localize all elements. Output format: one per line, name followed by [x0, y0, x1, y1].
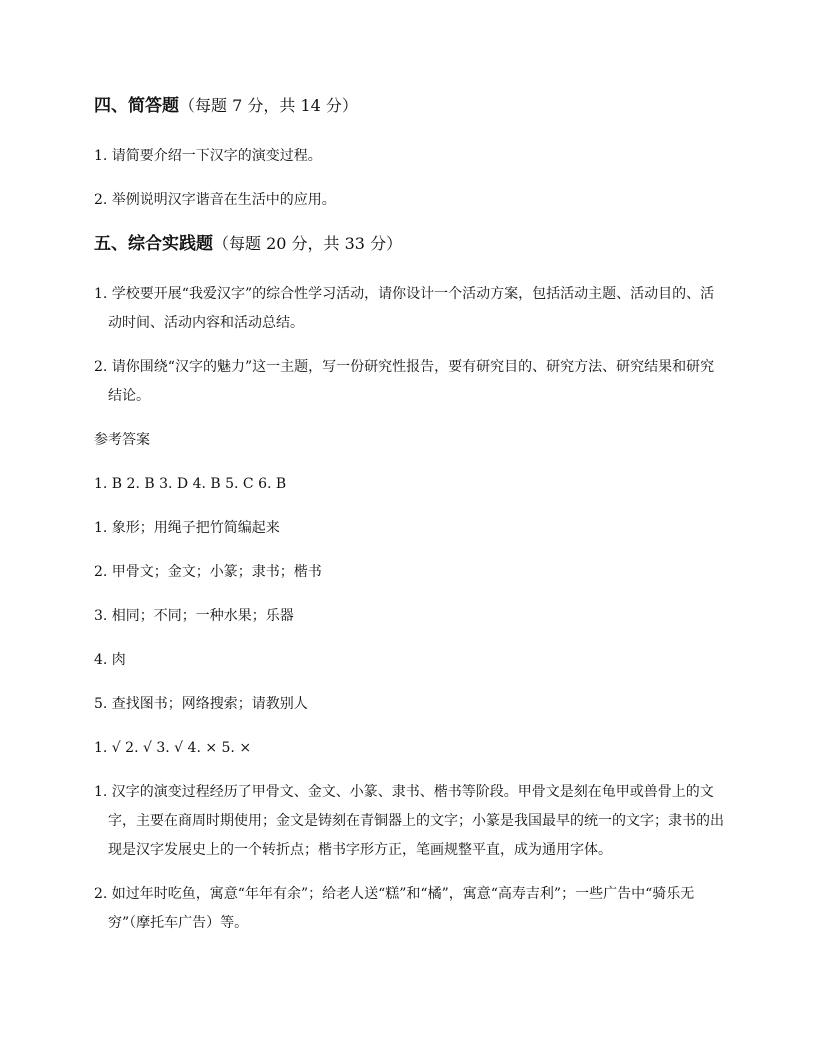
- question-item: 1. 学校要开展“我爱汉字”的综合性学习活动，请你设计一个活动方案，包括活动主题、活动目的、活动时间、活动内容和活动总结。: [94, 286, 715, 331]
- answer-line: 3. 相同；不同；一种水果；乐器: [94, 608, 294, 624]
- section-score-note: （每题 7 分，共 14 分）: [179, 96, 358, 115]
- answer-paragraph: 2. 如过年时吃鱼，寓意“年年有余”；给老人送“糕”和“橘”，寓意“高寿吉利”；一些广告中“骑乐无穷”（摩托车广告）等。: [94, 886, 695, 931]
- answer-line: 1. B 2. B 3. D 4. B 5. C 6. B: [94, 476, 287, 492]
- question-item: 2. 举例说明汉字谐音在生活中的应用。: [94, 192, 336, 208]
- section-heading-practice: [94, 230, 724, 258]
- document-page: [94, 92, 724, 953]
- answer-line: 4. 肉: [94, 652, 126, 668]
- section-title: 四、简答题: [94, 96, 179, 116]
- answers-title: 参考答案: [94, 432, 150, 448]
- question-item: 2. 请你围绕“汉字的魅力”这一主题，写一份研究性报告，要有研究目的、研究方法、研究结果和研究结论。: [94, 359, 715, 404]
- answer-line: 1. 象形；用绳子把竹简编起来: [94, 520, 280, 536]
- section-heading-short-answer: [94, 92, 724, 120]
- answer-line: 1. √ 2. √ 3. √ 4. × 5. ×: [94, 740, 252, 756]
- question-item: 1. 请简要介绍一下汉字的演变过程。: [94, 148, 322, 164]
- answer-line: 5. 查找图书；网络搜索；请教别人: [94, 696, 308, 712]
- section-title: 五、综合实践题: [94, 234, 213, 254]
- answer-line: 2. 甲骨文；金文；小篆；隶书；楷书: [94, 564, 322, 580]
- answer-paragraph: 1. 汉字的演变过程经历了甲骨文、金文、小篆、隶书、楷书等阶段。甲骨文是刻在龟甲或兽骨上的文字，主要在商周时期使用；金文是铸刻在青铜器上的文字；小篆是我国最早的统一的文字；隶书的出现是汉字发展史上的一个转折点；楷书字形方正，笔画规整平直，成为通用字体。: [94, 784, 724, 858]
- section-score-note: （每题 20 分，共 33 分）: [213, 234, 403, 253]
